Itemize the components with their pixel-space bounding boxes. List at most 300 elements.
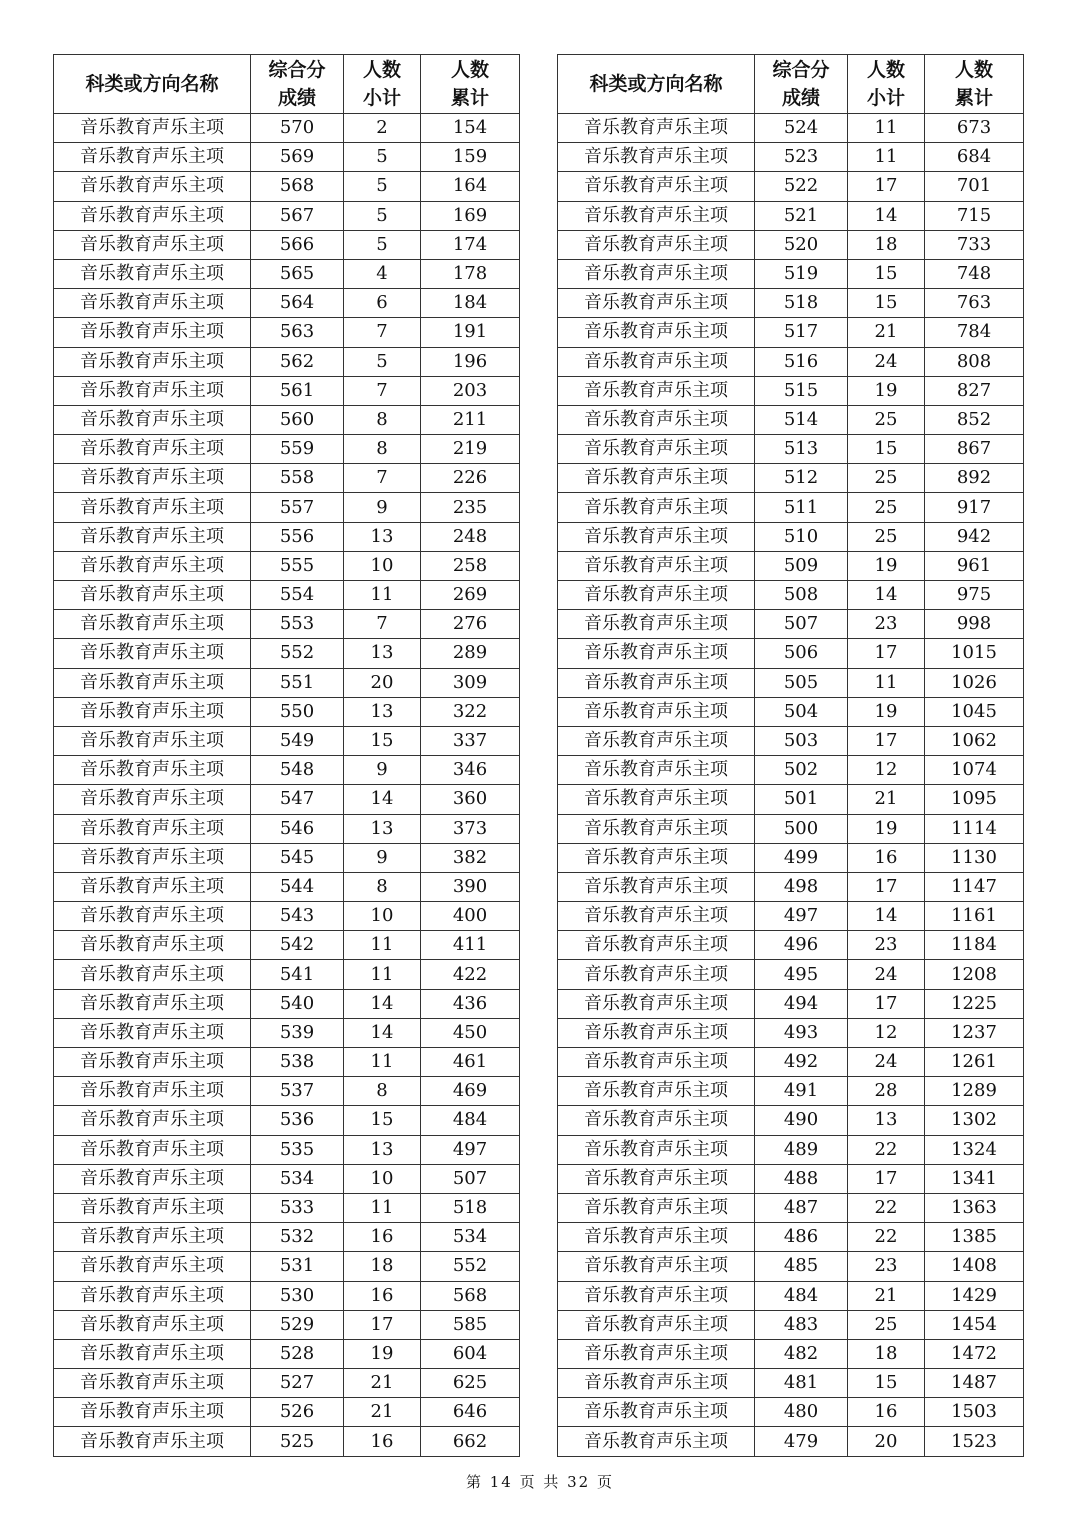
category-cell: 音乐教育声乐主项 bbox=[54, 1018, 251, 1047]
score-cell: 559 bbox=[251, 435, 344, 464]
score-cell: 493 bbox=[755, 1018, 848, 1047]
cumulative-cell: 867 bbox=[925, 435, 1024, 464]
cumulative-cell: 684 bbox=[925, 143, 1024, 172]
cumulative-cell: 1324 bbox=[925, 1135, 1024, 1164]
count-cell: 21 bbox=[344, 1398, 421, 1427]
score-cell: 515 bbox=[755, 376, 848, 405]
cumulative-cell: 625 bbox=[421, 1369, 520, 1398]
category-cell: 音乐教育声乐主项 bbox=[54, 639, 251, 668]
count-cell: 18 bbox=[344, 1252, 421, 1281]
table-row bbox=[54, 376, 520, 405]
cumulative-cell: 1045 bbox=[925, 697, 1024, 726]
table-row bbox=[558, 960, 1024, 989]
header-cumulative: 人数 累计 bbox=[421, 55, 520, 114]
count-cell: 11 bbox=[344, 581, 421, 610]
score-cell: 484 bbox=[755, 1281, 848, 1310]
cumulative-cell: 975 bbox=[925, 581, 1024, 610]
table-row bbox=[558, 1135, 1024, 1164]
category-cell: 音乐教育声乐主项 bbox=[558, 405, 755, 434]
score-cell: 527 bbox=[251, 1369, 344, 1398]
cumulative-cell: 1074 bbox=[925, 756, 1024, 785]
count-cell: 8 bbox=[344, 435, 421, 464]
cumulative-cell: 196 bbox=[421, 347, 520, 376]
category-cell: 音乐教育声乐主项 bbox=[558, 872, 755, 901]
score-cell: 557 bbox=[251, 493, 344, 522]
category-cell: 音乐教育声乐主项 bbox=[54, 1369, 251, 1398]
table-row bbox=[558, 1369, 1024, 1398]
table-row bbox=[54, 989, 520, 1018]
score-cell: 562 bbox=[251, 347, 344, 376]
table-row bbox=[558, 989, 1024, 1018]
cumulative-cell: 1472 bbox=[925, 1339, 1024, 1368]
score-cell: 510 bbox=[755, 522, 848, 551]
score-cell: 514 bbox=[755, 405, 848, 434]
cumulative-cell: 552 bbox=[421, 1252, 520, 1281]
cumulative-cell: 784 bbox=[925, 318, 1024, 347]
score-cell: 522 bbox=[755, 172, 848, 201]
table-row bbox=[558, 1106, 1024, 1135]
table-row bbox=[558, 1339, 1024, 1368]
cumulative-cell: 998 bbox=[925, 610, 1024, 639]
cumulative-cell: 1095 bbox=[925, 785, 1024, 814]
count-cell: 8 bbox=[344, 872, 421, 901]
category-cell: 音乐教育声乐主项 bbox=[54, 931, 251, 960]
table-row bbox=[54, 1193, 520, 1222]
score-cell: 520 bbox=[755, 230, 848, 259]
category-cell: 音乐教育声乐主项 bbox=[558, 1281, 755, 1310]
category-cell: 音乐教育声乐主项 bbox=[54, 1135, 251, 1164]
count-cell: 13 bbox=[344, 522, 421, 551]
cumulative-cell: 1302 bbox=[925, 1106, 1024, 1135]
cumulative-cell: 507 bbox=[421, 1164, 520, 1193]
table-row bbox=[54, 1223, 520, 1252]
count-cell: 21 bbox=[848, 318, 925, 347]
cumulative-cell: 211 bbox=[421, 405, 520, 434]
cumulative-cell: 169 bbox=[421, 201, 520, 230]
score-cell: 566 bbox=[251, 230, 344, 259]
cumulative-cell: 1289 bbox=[925, 1077, 1024, 1106]
table-row bbox=[558, 872, 1024, 901]
category-cell: 音乐教育声乐主项 bbox=[558, 1077, 755, 1106]
cumulative-cell: 164 bbox=[421, 172, 520, 201]
cumulative-cell: 534 bbox=[421, 1223, 520, 1252]
table-row bbox=[558, 1223, 1024, 1252]
count-cell: 6 bbox=[344, 289, 421, 318]
category-cell: 音乐教育声乐主项 bbox=[54, 230, 251, 259]
table-row bbox=[558, 201, 1024, 230]
category-cell: 音乐教育声乐主项 bbox=[54, 1339, 251, 1368]
score-cell: 540 bbox=[251, 989, 344, 1018]
score-cell: 507 bbox=[755, 610, 848, 639]
cumulative-cell: 436 bbox=[421, 989, 520, 1018]
score-cell: 534 bbox=[251, 1164, 344, 1193]
score-cell: 501 bbox=[755, 785, 848, 814]
score-cell: 535 bbox=[251, 1135, 344, 1164]
category-cell: 音乐教育声乐主项 bbox=[558, 1252, 755, 1281]
score-cell: 565 bbox=[251, 259, 344, 288]
score-cell: 543 bbox=[251, 902, 344, 931]
count-cell: 7 bbox=[344, 610, 421, 639]
table-row bbox=[558, 902, 1024, 931]
count-cell: 25 bbox=[848, 493, 925, 522]
table-row bbox=[558, 610, 1024, 639]
count-cell: 14 bbox=[848, 201, 925, 230]
table-row bbox=[558, 931, 1024, 960]
table-row bbox=[54, 1048, 520, 1077]
table-row bbox=[558, 785, 1024, 814]
count-cell: 16 bbox=[344, 1281, 421, 1310]
table-row bbox=[54, 464, 520, 493]
count-cell: 8 bbox=[344, 1077, 421, 1106]
table-row bbox=[558, 1281, 1024, 1310]
count-cell: 11 bbox=[848, 114, 925, 143]
category-cell: 音乐教育声乐主项 bbox=[558, 114, 755, 143]
count-cell: 4 bbox=[344, 259, 421, 288]
count-cell: 25 bbox=[848, 405, 925, 434]
score-cell: 496 bbox=[755, 931, 848, 960]
category-cell: 音乐教育声乐主项 bbox=[54, 551, 251, 580]
category-cell: 音乐教育声乐主项 bbox=[54, 522, 251, 551]
score-cell: 546 bbox=[251, 814, 344, 843]
count-cell: 18 bbox=[848, 230, 925, 259]
table-row bbox=[558, 230, 1024, 259]
cumulative-cell: 1208 bbox=[925, 960, 1024, 989]
count-cell: 14 bbox=[344, 785, 421, 814]
count-cell: 19 bbox=[848, 697, 925, 726]
category-cell: 音乐教育声乐主项 bbox=[54, 464, 251, 493]
score-cell: 500 bbox=[755, 814, 848, 843]
table-body-right bbox=[558, 114, 1024, 1457]
category-cell: 音乐教育声乐主项 bbox=[558, 435, 755, 464]
category-cell: 音乐教育声乐主项 bbox=[54, 376, 251, 405]
table-row bbox=[54, 902, 520, 931]
header-score: 综合分 成绩 bbox=[755, 55, 848, 114]
table-row bbox=[54, 872, 520, 901]
category-cell: 音乐教育声乐主项 bbox=[54, 960, 251, 989]
score-cell: 558 bbox=[251, 464, 344, 493]
cumulative-cell: 568 bbox=[421, 1281, 520, 1310]
table-row bbox=[54, 960, 520, 989]
category-cell: 音乐教育声乐主项 bbox=[558, 1398, 755, 1427]
cumulative-cell: 1385 bbox=[925, 1223, 1024, 1252]
count-cell: 13 bbox=[344, 639, 421, 668]
category-cell: 音乐教育声乐主项 bbox=[54, 1193, 251, 1222]
cumulative-cell: 917 bbox=[925, 493, 1024, 522]
count-cell: 25 bbox=[848, 1310, 925, 1339]
score-cell: 549 bbox=[251, 726, 344, 755]
table-row bbox=[54, 143, 520, 172]
category-cell: 音乐教育声乐主项 bbox=[558, 172, 755, 201]
table-row bbox=[54, 1077, 520, 1106]
category-cell: 音乐教育声乐主项 bbox=[54, 726, 251, 755]
count-cell: 11 bbox=[848, 668, 925, 697]
cumulative-cell: 1237 bbox=[925, 1018, 1024, 1047]
category-cell: 音乐教育声乐主项 bbox=[54, 114, 251, 143]
cumulative-cell: 178 bbox=[421, 259, 520, 288]
count-cell: 28 bbox=[848, 1077, 925, 1106]
category-cell: 音乐教育声乐主项 bbox=[54, 172, 251, 201]
cumulative-cell: 1130 bbox=[925, 843, 1024, 872]
cumulative-cell: 497 bbox=[421, 1135, 520, 1164]
table-row bbox=[54, 493, 520, 522]
count-cell: 13 bbox=[344, 697, 421, 726]
category-cell: 音乐教育声乐主项 bbox=[54, 405, 251, 434]
count-cell: 20 bbox=[344, 668, 421, 697]
count-cell: 24 bbox=[848, 1048, 925, 1077]
score-cell: 542 bbox=[251, 931, 344, 960]
score-cell: 532 bbox=[251, 1223, 344, 1252]
cumulative-cell: 942 bbox=[925, 522, 1024, 551]
cumulative-cell: 585 bbox=[421, 1310, 520, 1339]
count-cell: 5 bbox=[344, 172, 421, 201]
count-cell: 16 bbox=[848, 1398, 925, 1427]
category-cell: 音乐教育声乐主项 bbox=[558, 697, 755, 726]
table-row bbox=[54, 289, 520, 318]
cumulative-cell: 701 bbox=[925, 172, 1024, 201]
category-cell: 音乐教育声乐主项 bbox=[558, 1106, 755, 1135]
cumulative-cell: 604 bbox=[421, 1339, 520, 1368]
count-cell: 13 bbox=[344, 814, 421, 843]
count-cell: 22 bbox=[848, 1223, 925, 1252]
category-cell: 音乐教育声乐主项 bbox=[54, 610, 251, 639]
score-cell: 548 bbox=[251, 756, 344, 785]
table-row bbox=[558, 172, 1024, 201]
table-row bbox=[558, 143, 1024, 172]
count-cell: 15 bbox=[848, 289, 925, 318]
header-count: 人数 小计 bbox=[344, 55, 421, 114]
table-row bbox=[558, 435, 1024, 464]
count-cell: 24 bbox=[848, 960, 925, 989]
cumulative-cell: 450 bbox=[421, 1018, 520, 1047]
table-row bbox=[558, 697, 1024, 726]
count-cell: 23 bbox=[848, 931, 925, 960]
cumulative-cell: 289 bbox=[421, 639, 520, 668]
score-table-right bbox=[557, 54, 1024, 1457]
count-cell: 19 bbox=[848, 376, 925, 405]
cumulative-cell: 382 bbox=[421, 843, 520, 872]
cumulative-cell: 248 bbox=[421, 522, 520, 551]
category-cell: 音乐教育声乐主项 bbox=[558, 1339, 755, 1368]
score-cell: 498 bbox=[755, 872, 848, 901]
table-row bbox=[54, 1135, 520, 1164]
score-cell: 567 bbox=[251, 201, 344, 230]
header-count: 人数 小计 bbox=[848, 55, 925, 114]
table-row bbox=[54, 230, 520, 259]
category-cell: 音乐教育声乐主项 bbox=[54, 435, 251, 464]
category-cell: 音乐教育声乐主项 bbox=[54, 318, 251, 347]
table-body-left bbox=[54, 114, 520, 1457]
score-cell: 481 bbox=[755, 1369, 848, 1398]
header-category: 科类或方向名称 bbox=[54, 55, 251, 114]
score-cell: 569 bbox=[251, 143, 344, 172]
table-row bbox=[558, 1427, 1024, 1456]
table-row bbox=[54, 726, 520, 755]
table-row bbox=[54, 843, 520, 872]
table-row bbox=[54, 435, 520, 464]
score-cell: 541 bbox=[251, 960, 344, 989]
category-cell: 音乐教育声乐主项 bbox=[558, 668, 755, 697]
count-cell: 8 bbox=[344, 405, 421, 434]
score-cell: 519 bbox=[755, 259, 848, 288]
table-row bbox=[54, 551, 520, 580]
cumulative-cell: 1161 bbox=[925, 902, 1024, 931]
count-cell: 21 bbox=[848, 785, 925, 814]
table-row bbox=[54, 1369, 520, 1398]
cumulative-cell: 673 bbox=[925, 114, 1024, 143]
table-row bbox=[54, 1252, 520, 1281]
count-cell: 15 bbox=[848, 259, 925, 288]
score-cell: 526 bbox=[251, 1398, 344, 1427]
count-cell: 21 bbox=[344, 1369, 421, 1398]
table-row bbox=[54, 814, 520, 843]
cumulative-cell: 715 bbox=[925, 201, 1024, 230]
table-row bbox=[54, 172, 520, 201]
table-row bbox=[558, 1310, 1024, 1339]
score-cell: 536 bbox=[251, 1106, 344, 1135]
score-cell: 528 bbox=[251, 1339, 344, 1368]
category-cell: 音乐教育声乐主项 bbox=[558, 1369, 755, 1398]
score-cell: 511 bbox=[755, 493, 848, 522]
score-cell: 487 bbox=[755, 1193, 848, 1222]
cumulative-cell: 1147 bbox=[925, 872, 1024, 901]
cumulative-cell: 1363 bbox=[925, 1193, 1024, 1222]
count-cell: 18 bbox=[848, 1339, 925, 1368]
score-cell: 494 bbox=[755, 989, 848, 1018]
category-cell: 音乐教育声乐主项 bbox=[54, 1252, 251, 1281]
category-cell: 音乐教育声乐主项 bbox=[54, 1281, 251, 1310]
table-row bbox=[558, 376, 1024, 405]
cumulative-cell: 469 bbox=[421, 1077, 520, 1106]
count-cell: 15 bbox=[344, 1106, 421, 1135]
count-cell: 15 bbox=[848, 435, 925, 464]
table-row bbox=[558, 726, 1024, 755]
table-row bbox=[54, 610, 520, 639]
category-cell: 音乐教育声乐主项 bbox=[558, 201, 755, 230]
category-cell: 音乐教育声乐主项 bbox=[558, 259, 755, 288]
score-cell: 531 bbox=[251, 1252, 344, 1281]
category-cell: 音乐教育声乐主项 bbox=[54, 1077, 251, 1106]
table-row bbox=[558, 1164, 1024, 1193]
count-cell: 7 bbox=[344, 318, 421, 347]
score-cell: 538 bbox=[251, 1048, 344, 1077]
cumulative-cell: 1408 bbox=[925, 1252, 1024, 1281]
table-row bbox=[54, 1281, 520, 1310]
category-cell: 音乐教育声乐主项 bbox=[558, 143, 755, 172]
category-cell: 音乐教育声乐主项 bbox=[558, 551, 755, 580]
table-row bbox=[558, 756, 1024, 785]
table-row bbox=[558, 1252, 1024, 1281]
cumulative-cell: 646 bbox=[421, 1398, 520, 1427]
count-cell: 13 bbox=[848, 1106, 925, 1135]
table-row bbox=[54, 201, 520, 230]
table-row bbox=[54, 639, 520, 668]
score-cell: 529 bbox=[251, 1310, 344, 1339]
cumulative-cell: 1062 bbox=[925, 726, 1024, 755]
score-cell: 506 bbox=[755, 639, 848, 668]
table-row bbox=[558, 1398, 1024, 1427]
table-row bbox=[54, 318, 520, 347]
table-row bbox=[54, 259, 520, 288]
score-cell: 508 bbox=[755, 581, 848, 610]
score-cell: 547 bbox=[251, 785, 344, 814]
count-cell: 5 bbox=[344, 347, 421, 376]
count-cell: 13 bbox=[344, 1135, 421, 1164]
score-cell: 504 bbox=[755, 697, 848, 726]
cumulative-cell: 309 bbox=[421, 668, 520, 697]
score-cell: 537 bbox=[251, 1077, 344, 1106]
category-cell: 音乐教育声乐主项 bbox=[558, 1048, 755, 1077]
cumulative-cell: 390 bbox=[421, 872, 520, 901]
count-cell: 10 bbox=[344, 902, 421, 931]
count-cell: 20 bbox=[848, 1427, 925, 1456]
table-row bbox=[54, 581, 520, 610]
score-cell: 490 bbox=[755, 1106, 848, 1135]
table-row bbox=[558, 318, 1024, 347]
count-cell: 23 bbox=[848, 1252, 925, 1281]
table-row bbox=[54, 697, 520, 726]
table-row bbox=[54, 668, 520, 697]
cumulative-cell: 1261 bbox=[925, 1048, 1024, 1077]
score-cell: 554 bbox=[251, 581, 344, 610]
score-cell: 492 bbox=[755, 1048, 848, 1077]
score-cell: 525 bbox=[251, 1427, 344, 1456]
cumulative-cell: 763 bbox=[925, 289, 1024, 318]
category-cell: 音乐教育声乐主项 bbox=[54, 872, 251, 901]
category-cell: 音乐教育声乐主项 bbox=[558, 785, 755, 814]
cumulative-cell: 346 bbox=[421, 756, 520, 785]
score-cell: 482 bbox=[755, 1339, 848, 1368]
cumulative-cell: 484 bbox=[421, 1106, 520, 1135]
cumulative-cell: 1026 bbox=[925, 668, 1024, 697]
category-cell: 音乐教育声乐主项 bbox=[558, 289, 755, 318]
count-cell: 5 bbox=[344, 201, 421, 230]
category-cell: 音乐教育声乐主项 bbox=[558, 1223, 755, 1252]
category-cell: 音乐教育声乐主项 bbox=[558, 989, 755, 1018]
category-cell: 音乐教育声乐主项 bbox=[558, 960, 755, 989]
cumulative-cell: 961 bbox=[925, 551, 1024, 580]
cumulative-cell: 276 bbox=[421, 610, 520, 639]
score-cell: 497 bbox=[755, 902, 848, 931]
table-row bbox=[54, 931, 520, 960]
score-cell: 488 bbox=[755, 1164, 848, 1193]
score-cell: 560 bbox=[251, 405, 344, 434]
cumulative-cell: 1341 bbox=[925, 1164, 1024, 1193]
cumulative-cell: 461 bbox=[421, 1048, 520, 1077]
category-cell: 音乐教育声乐主项 bbox=[54, 581, 251, 610]
cumulative-cell: 422 bbox=[421, 960, 520, 989]
score-cell: 530 bbox=[251, 1281, 344, 1310]
table-row bbox=[54, 785, 520, 814]
count-cell: 12 bbox=[848, 756, 925, 785]
category-cell: 音乐教育声乐主项 bbox=[558, 814, 755, 843]
cumulative-cell: 191 bbox=[421, 318, 520, 347]
table-row bbox=[54, 1106, 520, 1135]
table-row bbox=[558, 289, 1024, 318]
category-cell: 音乐教育声乐主项 bbox=[54, 143, 251, 172]
score-cell: 553 bbox=[251, 610, 344, 639]
score-cell: 533 bbox=[251, 1193, 344, 1222]
table-row bbox=[558, 347, 1024, 376]
score-cell: 513 bbox=[755, 435, 848, 464]
count-cell: 5 bbox=[344, 143, 421, 172]
table-row bbox=[558, 581, 1024, 610]
cumulative-cell: 1015 bbox=[925, 639, 1024, 668]
table-row bbox=[558, 259, 1024, 288]
score-cell: 568 bbox=[251, 172, 344, 201]
cumulative-cell: 1523 bbox=[925, 1427, 1024, 1456]
table-row bbox=[558, 114, 1024, 143]
score-cell: 495 bbox=[755, 960, 848, 989]
